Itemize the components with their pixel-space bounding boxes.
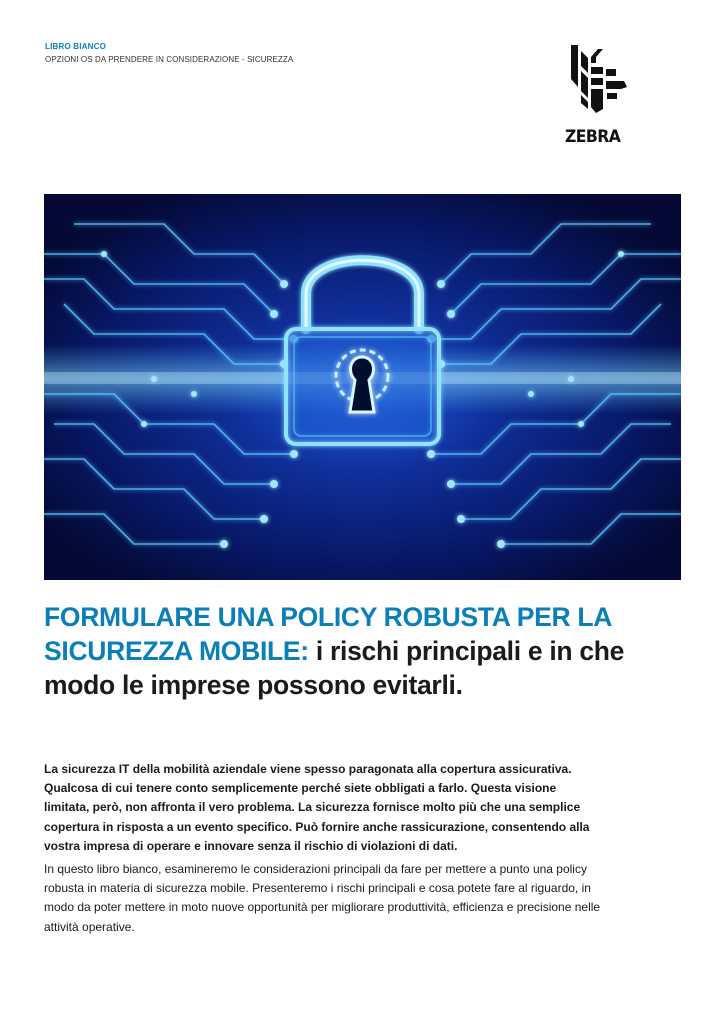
body-paragraph: In questo libro bianco, esamineremo le considerazioni principali da fare per mettere a punto una policy robusta in materia di sicurezza mobile. Presenteremo i rischi principali e cosa potete fare al riguardo, in modo da poter mettere in moto nuove opportunità per migliorare produttività, efficienza e precisione nelle attività operative. [44,862,601,934]
title-accent: FORMULARE UNA POLICY ROBUSTA PER LA SICUREZZA MOBILE: [44,602,612,666]
hero-image [44,194,681,580]
zebra-wordmark: ZEBRA [565,127,621,147]
header-subtitle: OPZIONI OS DA PRENDERE IN CONSIDERAZIONE - SICUREZZA [45,55,294,64]
title-rest: i rischi principali e in che modo le imprese possono evitarli. [44,636,625,700]
header-kicker: LIBRO BIANCO [45,42,107,51]
zebra-head-icon [569,43,631,113]
page-title [44,600,644,702]
intro-paragraph: La sicurezza IT della mobilità aziendale viene spesso paragonata alla copertura assicurativa. Qualcosa di cui tenere conto semplicemente perché siete obbligati a farlo. Questa visione limitata, però, non affronta il vero problema. La sicurezza fornisce molto più che una semplice copertura in risposta a un evento specifico. Può fornire anche rassicurazione, consentendo alla vostra impresa di operare e innovare senza il rischio di violazioni di dati. [44,762,590,853]
